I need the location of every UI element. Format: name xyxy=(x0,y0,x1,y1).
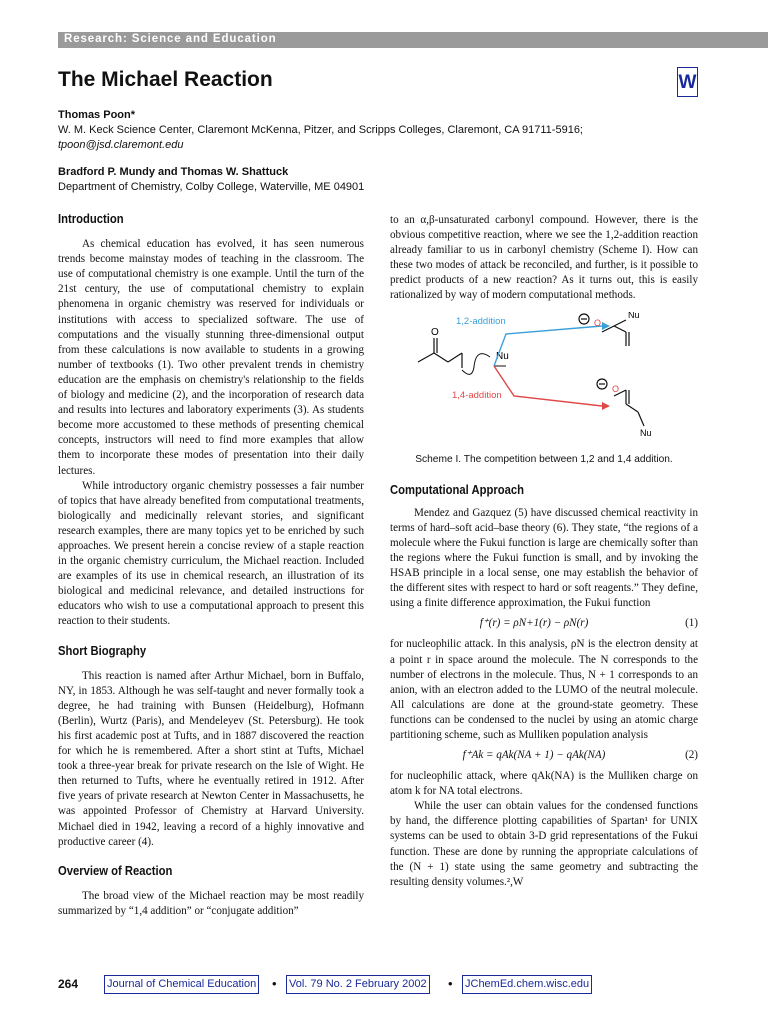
product-14-oxygen: O xyxy=(612,383,620,394)
scheme-1-caption: Scheme I. The competition between 1,2 and 1,4 addition. xyxy=(415,453,673,465)
product-12-structure xyxy=(579,314,629,346)
journal-link[interactable]: Journal of Chemical Education xyxy=(104,975,259,994)
biography-heading: Short Biography xyxy=(58,643,147,658)
reactant-oxygen-label: O xyxy=(431,326,439,338)
section-header-label: Research: Science and Education xyxy=(64,33,277,45)
equation-2 xyxy=(390,743,698,769)
author-1-affiliation: W. M. Keck Science Center, Claremont McKenna, Pitzer, and Scripps Colleges, Claremont, CA 91711-5916; xyxy=(58,124,583,136)
pathway-14-arrow xyxy=(494,366,610,410)
footer-bullet-2: • xyxy=(448,976,453,991)
footer-bullet-1: • xyxy=(272,976,277,991)
intro-heading: Introduction xyxy=(58,212,124,226)
product-12-oxygen: O xyxy=(594,317,602,328)
section-header-bar xyxy=(58,32,768,48)
equation-1 xyxy=(390,611,698,637)
computational-paragraph-4: While the user can obtain values for the condensed functions by hand, the difference plotting capabilities of Spartan¹ for UNIX systems can be used to obtain 3-D grid representations of the Fukui function. These are done by running the appropriate calculations of the (N + 1) state using the same geometry and subtracting the resulting density volumes.²,W xyxy=(390,800,698,888)
page-footer xyxy=(58,975,678,995)
nucleophile-label: Nu xyxy=(496,350,509,362)
right-paragraph-1: to an α,β-unsaturated carbonyl compound. However, there is the obvious competitive reaction, where we see the 1,2-addition reaction already familiar to us in carbonyl chemistry (Scheme I). How can these two modes of attack be reconciled, and further, is it possible to predict products of a new reaction? As it turns out, this is easily rationalized by way of modern computational methods. xyxy=(390,214,698,302)
left-column xyxy=(58,212,364,919)
intro-paragraph-1: As chemical education has evolved, it has seen numerous trends become mainstay modes of teaching in the classroom. The use of computational chemistry is one example. Until the turn of the 21st century, the use of computational chemistry to explain phenomena in organic chemistry was reserved for individuals or institutions with access to specialized software. The use of computations and the visually stunning three-dimensional output from these calculations is now available to students in a growing number of textbooks (1). Two other prevalent trends in chemistry education are the emphasis on chemistry's relationship to the fields of biology and medicine (2), and the incorporation of research data and results into lectures and laboratory experiments (3). As students become more accustomed to these methods of presenting chemical concepts, instructors will need to find more examples that allow them to incorporate these modes of presentation into their daily lectures. xyxy=(58,238,364,477)
author-2-name: Bradford P. Mundy and Thomas W. Shattuck xyxy=(58,166,289,178)
attack-arrow xyxy=(462,353,490,374)
article-title: The Michael Reaction xyxy=(58,68,273,91)
computational-heading: Computational Approach xyxy=(390,482,524,497)
author-1-name: Thomas Poon* xyxy=(58,109,136,121)
computational-paragraph-1: Mendez and Gazquez (5) have discussed chemical reactivity in terms of hard–soft acid–base theory (6). They state, “the regions of a molecule where the Fukui function is large are chemically softer than the regions where the Fukui function is small, and by invoking the HSAB principle in a local sense, one may establish the behavior of the different sites with respect to hard or soft reagents.” They define, using a finite difference approximation, the Fukui function xyxy=(390,506,698,610)
equation-2-number: (2) xyxy=(685,749,698,762)
overview-paragraph: The broad view of the Michael reaction may be most readily summarized by “1,4 addition” or “conjugate addition” xyxy=(58,889,364,917)
website-link[interactable]: JChemEd.chem.wisc.edu xyxy=(462,975,592,994)
author-1-email[interactable]: tpoon@jsd.claremont.edu xyxy=(58,139,184,151)
equation-1-expression: f⁺(r) = ρN+1(r) − ρN(r) xyxy=(479,617,589,630)
computational-paragraph-2: for nucleophilic attack. In this analysis, ρN is the electron density at a point r in space around the molecule. The N corresponds to the number of electrons in the molecule. Thus, N + 1 corresponds to an anion, with an electron added to the LUMO of the neutral molecule. All calculations are done at the ground-state geometry. These functions can be condensed to the nuclei by using an atomic charge partitioning scheme, such as Mulliken population analysis xyxy=(390,638,698,741)
equation-2-expression: f⁺Ak = qAk(NA + 1) − qAk(NA) xyxy=(462,749,606,762)
pathway-14-label: 1,4-addition xyxy=(452,389,502,401)
overview-heading: Overview of Reaction xyxy=(58,863,173,878)
author-2-affiliation: Department of Chemistry, Colby College, Waterville, ME 04901 xyxy=(58,181,365,193)
product-12-nu: Nu xyxy=(628,311,640,320)
web-supplement-icon[interactable]: W xyxy=(677,67,698,97)
computational-paragraph-3: for nucleophilic attack, where qAk(NA) is the Mulliken charge on atom k for NA total electrons. xyxy=(390,770,698,798)
enone-structure xyxy=(418,338,462,368)
pathway-12-arrow xyxy=(494,322,610,366)
scheme-1-diagram xyxy=(390,312,698,440)
right-column xyxy=(390,213,698,890)
product-14-nu: Nu xyxy=(640,427,652,438)
intro-paragraph-2: While introductory organic chemistry possesses a fair number of topics that have already benefited from computational treatments, biologically and medicinally relevant stories, and significant research examples, there are many topics yet to be enriched by such approaches. We present herein a concise review of a staple reaction in the organic chemistry curriculum, the Michael reaction. Included are examples of its use in chemical research, an illustration of its biological and medicinal relevance, and detailed instructions for educators who wish to use a computational approach to present this reaction to their students. xyxy=(58,479,364,628)
biography-paragraph: This reaction is named after Arthur Michael, born in Buffalo, NY, in 1853. Although he was self-taught and never formally took a degree, he had training with Bunsen (Heidelburg), Hofmann (Berlin), Wurtz (Paris), and Mendeleyev (St. Petersburg). He took his first academic post at Tufts, and in 1887 discovered the reaction for which he is remembered. After a short stint at Tufts, Michael took a three-year break for private research on the Isle of Wight. He then returned to Tufts, where he eventually retired in 1912. After five years of private research at Newton Center in Massachusetts, he was appointed Professor of Chemistry at Harvard University. Michael died in 1942, leaving a record of a highly innovative and productive career (4). xyxy=(58,669,364,848)
issue-link[interactable]: Vol. 79 No. 2 February 2002 xyxy=(286,975,430,994)
pathway-12-label: 1,2-addition xyxy=(456,315,506,327)
page-number: 264 xyxy=(58,977,79,991)
equation-1-number: (1) xyxy=(685,617,698,630)
product-14-structure xyxy=(597,379,644,426)
